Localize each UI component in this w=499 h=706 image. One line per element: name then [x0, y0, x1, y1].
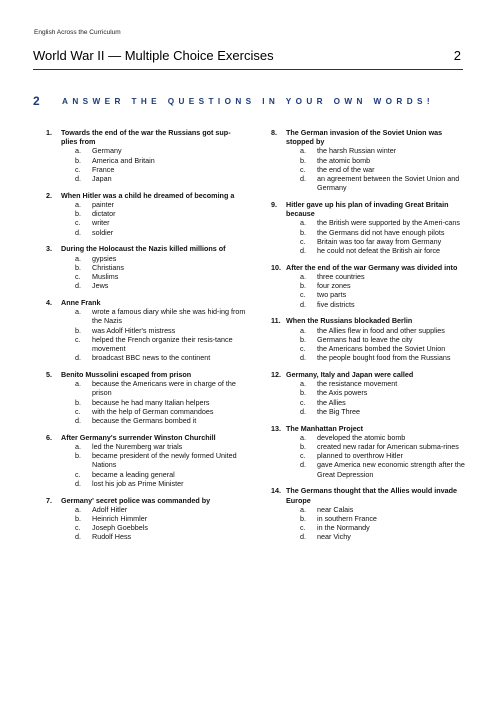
question-stem: [271, 486, 467, 504]
option-text: an agreement between the Soviet Union and Germany: [317, 174, 460, 193]
answer-option: [75, 479, 246, 488]
question-number: 6.: [46, 432, 52, 442]
option-letter: c.: [300, 290, 306, 300]
question-number: 3.: [46, 244, 52, 254]
question-text: The Manhattan Project: [286, 423, 364, 433]
answer-option: [75, 379, 246, 397]
option-letter: d.: [75, 281, 81, 291]
option-text: the resistance movement: [317, 379, 398, 389]
answer-option: [75, 335, 246, 353]
question-number: 13.: [271, 423, 281, 433]
option-text: the British were supported by the Ameri-cans: [317, 218, 461, 228]
question-text: Hitler gave up his plan of invading Great Britain because: [286, 200, 449, 219]
question-block: [271, 424, 467, 479]
page-number: 2: [453, 48, 461, 63]
option-text: helped the French organize their resis-tance movement: [92, 334, 233, 354]
option-text: France: [92, 164, 115, 174]
option-text: the harsh Russian winter: [317, 146, 397, 156]
option-letter: c.: [300, 397, 306, 407]
answer-option: [75, 209, 246, 218]
option-letter: d.: [75, 532, 81, 542]
question-stem: [271, 424, 467, 433]
answer-option: [75, 398, 246, 407]
option-text: five districts: [317, 299, 355, 309]
answer-option: [75, 326, 246, 335]
answer-option: [300, 281, 467, 290]
option-text: the Germans did not have enough pilots: [317, 227, 445, 237]
option-text: Christians: [92, 262, 124, 272]
answer-option: [75, 174, 246, 183]
answer-option: [75, 514, 246, 523]
answer-option: [300, 451, 467, 460]
question-text: The German invasion of the Soviet Union was stopped by: [286, 128, 443, 147]
answer-option: [300, 174, 467, 192]
option-text: developed the atomic bomb: [317, 432, 406, 442]
question-stem: [271, 200, 467, 218]
answer-option: [300, 460, 467, 478]
option-text: the Americans bombed the Soviet Union: [317, 344, 446, 354]
question-number: 8.: [271, 128, 277, 137]
option-text: soldier: [92, 227, 114, 237]
option-letter: c.: [300, 164, 306, 174]
option-letter: c.: [75, 272, 81, 282]
option-text: gypsies: [92, 253, 117, 263]
option-text: was Adolf Hitler's mistress: [92, 325, 176, 335]
answer-option: [300, 335, 467, 344]
question-text: When the Russians blockaded Berlin: [286, 316, 413, 326]
answer-option: [300, 237, 467, 246]
question-stem: [271, 370, 467, 379]
option-text: near Calais: [317, 504, 354, 514]
answer-option: [300, 407, 467, 416]
option-text: created new radar for American subma-rines: [317, 442, 459, 452]
answer-option: [300, 388, 467, 397]
option-letter: d.: [75, 416, 81, 426]
answer-option: [75, 307, 246, 325]
question-block: [46, 128, 246, 183]
question-stem: [46, 433, 246, 442]
answer-option: [300, 326, 467, 335]
option-letter: b.: [75, 155, 81, 165]
option-text: became a leading general: [92, 469, 175, 479]
question-stem: [46, 370, 246, 379]
question-block: [271, 370, 467, 416]
answer-option: [300, 442, 467, 451]
option-text: he could not defeat the British air force: [317, 246, 441, 256]
option-letter: d.: [300, 532, 306, 542]
question-block: [271, 316, 467, 362]
question-number: 7.: [46, 495, 52, 505]
answer-option: [300, 514, 467, 523]
option-letter: c.: [75, 334, 81, 344]
option-text: Rudolf Hess: [92, 532, 132, 542]
answer-option: [300, 433, 467, 442]
question-stem: [46, 191, 246, 200]
course-label: English Across the Curriculum: [34, 29, 121, 36]
option-text: broadcast BBC news to the continent: [92, 353, 211, 363]
option-text: in southern France: [317, 514, 377, 524]
option-letter: d.: [300, 299, 306, 309]
section-number: 2: [33, 94, 40, 108]
answer-option: [75, 156, 246, 165]
option-text: planned to overthrow Hitler: [317, 451, 403, 461]
question-stem: [271, 263, 467, 272]
option-text: America and Britain: [92, 155, 155, 165]
question-number: 4.: [46, 298, 52, 308]
question-stem: [46, 496, 246, 505]
question-block: [46, 370, 246, 425]
answer-option: [300, 165, 467, 174]
question-text: After the end of the war Germany was divided into: [286, 262, 458, 272]
option-letter: c.: [300, 523, 306, 533]
option-letter: c.: [75, 469, 81, 479]
option-letter: b.: [75, 397, 81, 407]
option-text: gave America new economic strength after the Great Depression: [317, 460, 465, 479]
option-letter: a.: [75, 253, 81, 263]
question-text: Benito Mussolini escaped from prison: [61, 370, 192, 380]
option-letter: a.: [75, 146, 81, 156]
answer-option: [75, 146, 246, 155]
option-letter: d.: [75, 174, 81, 184]
question-text: When Hitler was a child he dreamed of becoming a: [61, 190, 235, 200]
option-text: Japan: [92, 174, 112, 184]
answer-option: [75, 416, 246, 425]
option-letter: c.: [75, 406, 81, 416]
option-letter: b.: [300, 442, 306, 452]
option-text: writer: [92, 218, 110, 228]
answer-option: [75, 353, 246, 362]
answer-option: [300, 218, 467, 227]
option-letter: c.: [75, 164, 81, 174]
option-text: wrote a famous diary while she was hid-ing from the Nazis: [92, 307, 246, 326]
question-number: 9.: [271, 200, 277, 210]
option-letter: b.: [300, 514, 306, 524]
question-block: [46, 244, 246, 290]
option-letter: c.: [75, 218, 81, 228]
option-letter: b.: [300, 227, 306, 237]
question-number: 11.: [271, 316, 281, 326]
option-letter: b.: [75, 209, 81, 219]
option-letter: a.: [75, 307, 81, 317]
option-text: near Vichy: [317, 532, 351, 542]
option-text: three countries: [317, 272, 365, 282]
question-number: 1.: [46, 128, 52, 137]
option-letter: d.: [300, 246, 306, 256]
option-letter: a.: [75, 379, 81, 389]
option-letter: a.: [300, 432, 306, 442]
answer-option: [75, 218, 246, 227]
option-letter: c.: [300, 451, 306, 461]
page-title: World War II — Multiple Choice Exercises: [33, 48, 274, 63]
option-letter: b.: [75, 325, 81, 335]
answer-option: [300, 246, 467, 255]
option-text: lost his job as Prime Minister: [92, 478, 184, 488]
option-text: with the help of German commandoes: [92, 406, 214, 416]
answer-option: [75, 281, 246, 290]
question-block: [46, 298, 246, 362]
option-text: the end of the war: [317, 164, 375, 174]
option-text: because the Americans were in charge of the prison: [92, 379, 236, 398]
option-letter: a.: [300, 504, 306, 514]
answer-option: [75, 228, 246, 237]
answer-option: [75, 254, 246, 263]
option-letter: b.: [75, 451, 81, 461]
question-block: [46, 433, 246, 488]
option-text: dictator: [92, 209, 116, 219]
question-block: [46, 496, 246, 542]
question-block: [46, 191, 246, 237]
option-letter: a.: [300, 379, 306, 389]
answer-option: [300, 156, 467, 165]
question-text: The Germans thought that the Allies would invade Europe: [286, 486, 458, 505]
question-block: [271, 200, 467, 255]
answer-option: [75, 272, 246, 281]
option-text: Jews: [92, 281, 109, 291]
option-text: Germany: [92, 146, 122, 156]
option-letter: d.: [300, 174, 306, 184]
answer-option: [75, 200, 246, 209]
option-letter: d.: [75, 353, 81, 363]
option-text: because the Germans bombed it: [92, 416, 197, 426]
question-text: Germany' secret police was commanded by: [61, 495, 211, 505]
option-letter: d.: [300, 406, 306, 416]
question-text: Germany, Italy and Japan were called: [286, 370, 414, 380]
option-letter: a.: [300, 272, 306, 282]
option-text: the Allies flew in food and other supplies: [317, 325, 445, 335]
answer-option: [75, 470, 246, 479]
left-question-column: [46, 128, 246, 549]
option-letter: d.: [75, 478, 81, 488]
question-text: During the Holocaust the Nazis killed millions of: [61, 244, 226, 254]
option-text: the atomic bomb: [317, 155, 371, 165]
question-number: 12.: [271, 370, 281, 380]
answer-option: [300, 353, 467, 362]
option-letter: d.: [300, 460, 306, 470]
option-letter: c.: [300, 236, 306, 246]
option-text: led the Nuremberg war trials: [92, 442, 183, 452]
option-letter: b.: [75, 514, 81, 524]
question-stem: [46, 244, 246, 253]
option-text: painter: [92, 200, 114, 210]
option-letter: c.: [75, 523, 81, 533]
option-text: Heinrich Himmler: [92, 514, 148, 524]
option-text: Muslims: [92, 272, 119, 282]
answer-option: [300, 532, 467, 541]
question-block: [271, 486, 467, 541]
answer-option: [300, 398, 467, 407]
question-stem: [46, 128, 246, 146]
question-number: 14.: [271, 486, 281, 496]
question-stem: [46, 298, 246, 307]
answer-option: [300, 272, 467, 281]
option-letter: b.: [300, 155, 306, 165]
answer-option: [300, 146, 467, 155]
section-heading: ANSWER THE QUESTIONS IN YOUR OWN WORDS!: [62, 97, 435, 106]
option-text: Britain was too far away from Germany: [317, 236, 442, 246]
answer-option: [300, 290, 467, 299]
option-letter: a.: [75, 442, 81, 452]
question-text: After Germany's surrender Winston Churchill: [61, 432, 216, 442]
answer-option: [75, 523, 246, 532]
right-question-column: [271, 128, 467, 549]
option-text: the people bought food from the Russians: [317, 353, 451, 363]
option-letter: b.: [300, 388, 306, 398]
answer-option: [75, 442, 246, 451]
option-text: Joseph Goebbels: [92, 523, 148, 533]
option-text: Germans had to leave the city: [317, 334, 413, 344]
answer-option: [300, 379, 467, 388]
option-text: in the Normandy: [317, 523, 370, 533]
answer-option: [75, 505, 246, 514]
answer-option: [75, 407, 246, 416]
option-letter: a.: [300, 325, 306, 335]
answer-option: [300, 344, 467, 353]
option-text: the Allies: [317, 397, 346, 407]
question-block: [271, 128, 467, 192]
option-letter: c.: [300, 344, 306, 354]
option-text: the Axis powers: [317, 388, 368, 398]
option-letter: d.: [75, 227, 81, 237]
option-text: became president of the newly formed United Nations: [92, 451, 237, 470]
question-text: Anne Frank: [61, 298, 101, 308]
answer-option: [300, 523, 467, 532]
option-text: the Big Three: [317, 406, 361, 416]
option-letter: d.: [300, 353, 306, 363]
answer-option: [75, 451, 246, 469]
option-letter: b.: [75, 262, 81, 272]
option-letter: a.: [300, 218, 306, 228]
answer-option: [300, 228, 467, 237]
question-stem: [271, 128, 467, 146]
title-divider: [33, 69, 463, 70]
answer-option: [300, 300, 467, 309]
question-number: 10.: [271, 262, 281, 272]
option-letter: a.: [75, 504, 81, 514]
answer-option: [75, 263, 246, 272]
option-letter: b.: [300, 334, 306, 344]
question-block: [271, 263, 467, 309]
option-text: two parts: [317, 290, 347, 300]
option-text: because he had many Italian helpers: [92, 397, 210, 407]
option-letter: b.: [300, 281, 306, 291]
answer-option: [300, 505, 467, 514]
question-text: Towards the end of the war the Russians got sup-plies from: [61, 128, 231, 147]
answer-option: [75, 165, 246, 174]
question-number: 2.: [46, 190, 52, 200]
option-letter: a.: [75, 200, 81, 210]
option-text: Adolf Hitler: [92, 504, 128, 514]
question-number: 5.: [46, 370, 52, 380]
option-text: four zones: [317, 281, 351, 291]
question-stem: [271, 316, 467, 325]
option-letter: a.: [300, 146, 306, 156]
answer-option: [75, 532, 246, 541]
